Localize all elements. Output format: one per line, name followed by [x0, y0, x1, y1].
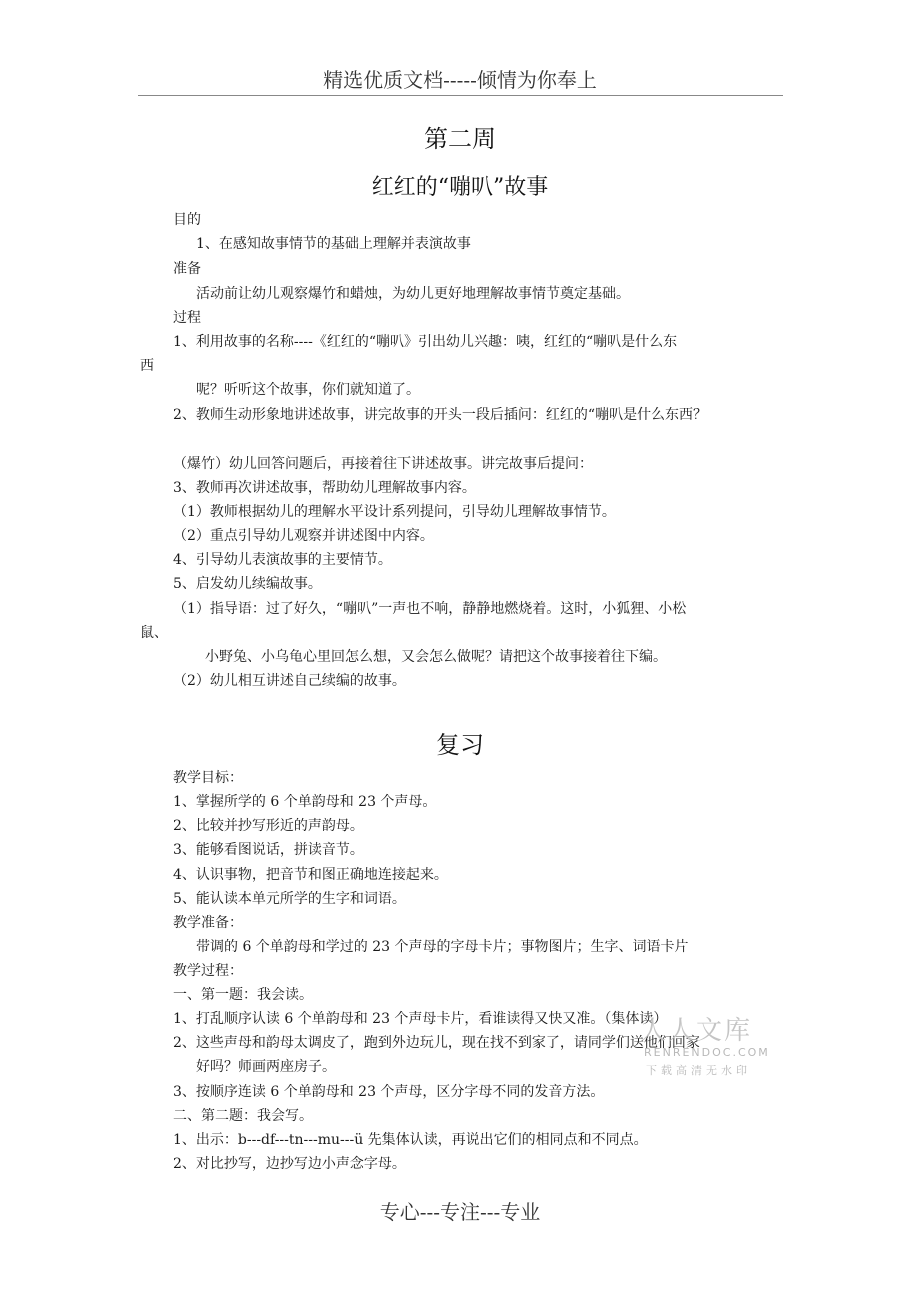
watermark-logo: 人人文库 [640, 1016, 753, 1046]
paragraph-line: 2、教师生动形象地讲述故事，讲完故事的开头一段后插问：红红的“嘣叭是什么东西？ [173, 407, 708, 423]
paragraph-line: 1、出示：b---df---tn---mu---ü 先集体认读，再说出它们的相同点和不同点。 [173, 1132, 648, 1148]
paragraph-line: 呢？听听这个故事，你们就知道了。 [196, 382, 420, 398]
paragraph-line: 一、第一题：我会读。 [173, 987, 313, 1003]
paragraph-line: 活动前让幼儿观察爆竹和蜡烛，为幼儿更好地理解故事情节奠定基础。 [196, 286, 630, 302]
paragraph-line: 好吗？师画两座房子。 [196, 1059, 336, 1075]
watermark-url: RENRENDOC.COM [644, 1046, 770, 1059]
paragraph-line: 2、对比抄写，边抄写边小声念字母。 [173, 1156, 406, 1172]
section-label-process: 过程 [173, 310, 201, 326]
story-title: 红红的“嘣叭”故事 [371, 175, 549, 200]
paragraph-line: 带调的 6 个单韵母和学过的 23 个声母的字母卡片；事物图片；生字、词语卡片 [196, 939, 689, 955]
section-label-process: 教学过程： [173, 963, 243, 979]
watermark-subtitle: 下载高清无水印 [646, 1064, 751, 1077]
paragraph-line: 5、启发幼儿续编故事。 [173, 576, 322, 592]
week-heading: 第二周 [424, 125, 496, 153]
paragraph-line: 1、利用故事的名称----《红红的“嘣叭》引出幼儿兴趣：咦，红红的“嘣叭是什么东 [173, 334, 678, 350]
page-header: 精选优质文档-----倾情为你奉上 [323, 68, 597, 92]
paragraph-line: 小野兔、小乌龟心里回怎么想，又会怎么做呢？请把这个故事接着往下编。 [205, 649, 667, 665]
paragraph-line: 1、在感知故事情节的基础上理解并表演故事 [196, 236, 471, 252]
paragraph-line: 1、掌握所学的 6 个单韵母和 23 个声母。 [173, 794, 437, 810]
paragraph-line: 3、教师再次讲述故事，帮助幼儿理解故事内容。 [173, 480, 476, 496]
watermark [640, 1010, 790, 1076]
page-footer: 专心---专注---专业 [379, 1200, 541, 1224]
paragraph-line: 1、打乱顺序认读 6 个单韵母和 23 个声母卡片，看谁读得又快又准。（集体读） [173, 1011, 668, 1027]
paragraph-line: （1）教师根据幼儿的理解水平设计系列提问，引导幼儿理解故事情节。 [173, 504, 616, 520]
section-label-preparation: 教学准备： [173, 915, 243, 931]
paragraph-line: 西 [140, 358, 154, 374]
paragraph-line: 4、认识事物，把音节和图正确地连接起来。 [173, 867, 448, 883]
section-label-objectives: 教学目标： [173, 770, 243, 786]
section-label-goal: 目的 [173, 212, 201, 228]
paragraph-line: （2）重点引导幼儿观察并讲述图中内容。 [173, 528, 434, 544]
paragraph-line: 鼠、 [140, 625, 168, 641]
paragraph-line: 2、比较并抄写形近的声韵母。 [173, 818, 364, 834]
header-rule [138, 95, 783, 96]
paragraph-line: （爆竹）幼儿回答问题后，再接着往下讲述故事。讲完故事后提问： [173, 456, 593, 472]
paragraph-line: 4、引导幼儿表演故事的主要情节。 [173, 552, 392, 568]
paragraph-line: 2、这些声母和韵母太调皮了，跑到外边玩儿，现在找不到家了，请同学们送他们回家 [173, 1035, 700, 1051]
paragraph-line: 5、能认读本单元所学的生字和词语。 [173, 891, 406, 907]
paragraph-line: 二、第二题：我会写。 [173, 1108, 313, 1124]
section-label-prep: 准备 [173, 261, 201, 277]
paragraph-line: （1）指导语：过了好久，“嘣叭”一声也不响，静静地燃烧着。这时，小狐狸、小松 [173, 601, 687, 617]
paragraph-line: 3、能够看图说话，拼读音节。 [173, 842, 364, 858]
review-heading: 复习 [436, 731, 484, 759]
paragraph-line: （2）幼儿相互讲述自己续编的故事。 [173, 673, 406, 689]
paragraph-line: 3、按顺序连读 6 个单韵母和 23 个声母，区分字母不同的发音方法。 [173, 1084, 605, 1100]
